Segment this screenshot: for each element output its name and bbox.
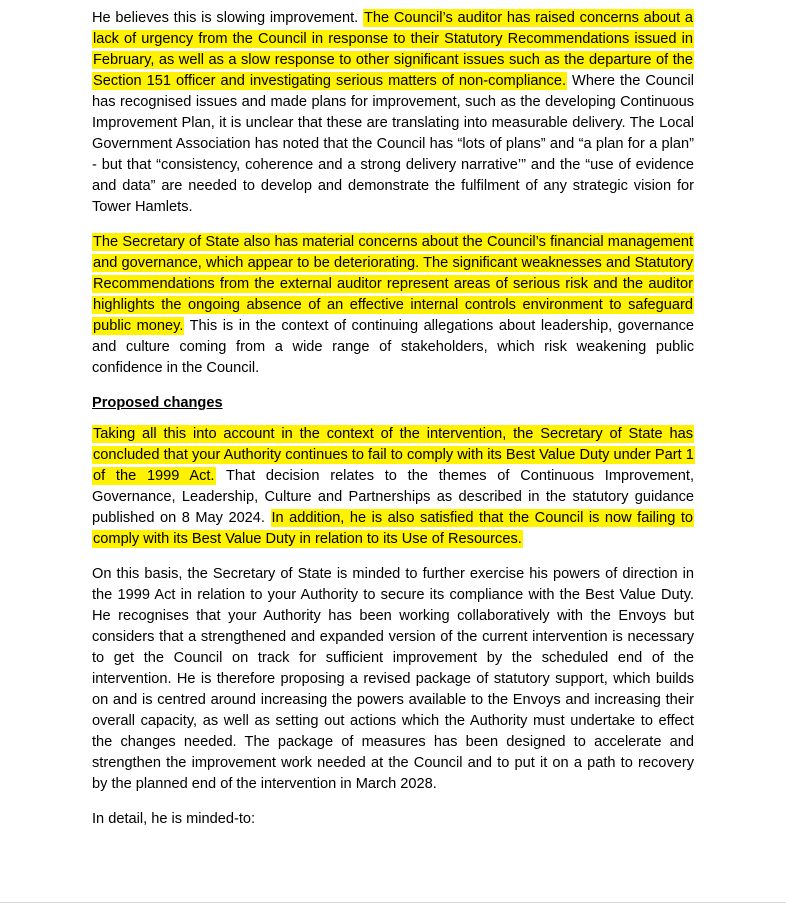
- paragraph-conclusion: [92, 424, 694, 550]
- section-heading: Proposed changes: [92, 395, 223, 411]
- highlighted-text: The Secretary of State also has material concerns about the Council’s financial management and governance, which appear to be deteriorating. The significant weaknesses and Statutory Recommendations from the external auditor represent areas of serious risk and the auditor highlights the ongoing absence of an effective internal controls environment to safeguard public money.: [93, 234, 693, 334]
- paragraph-text: This is in the context of continuing allegations about leadership, governance and culture coming from a wide range of stakeholders, which risk weakening public confidence in the Council.: [92, 318, 694, 376]
- page-bottom-divider: [0, 902, 786, 903]
- paragraph-proposal: On this basis, the Secretary of State is minded to further exercise his powers of direction in the 1999 Act in relation to your Authority to secure its compliance with the Best Value Duty. He recognises that your Authority has been working collaboratively with the Envoys but considers that a strengthened and expanded version of the current intervention is necessary to get the Council on track for sufficient improvement by the scheduled end of the intervention. He is therefore proposing a revised package of statutory support, which builds on and is centred around increasing the powers available to the Envoys and increasing their overall capacity, as well as setting out actions which the Authority must undertake to effect the changes needed. The package of measures has been designed to accelerate and strengthen the improvement work needed at the Council and to put it on a path to recovery by the planned end of the intervention in March 2028.: [92, 566, 694, 792]
- highlighted-text: Taking all this into account in the context of the intervention, the Secretary of State has concluded that your Authority continues to fail to comply with its Best Value Duty under Part 1 of the 1999 Act.: [93, 426, 694, 484]
- highlighted-text: The Council’s auditor has raised concerns about a lack of urgency from the Council in response to their Statutory Recommendations issued in February, as well as a slow response to other significant issues such as the departure of the Section 151 officer and investigating serious matters of non-compliance.: [93, 10, 693, 89]
- paragraph-text: Where the Council has recognised issues and made plans for improvement, such as the developing Continuous Improvement Plan, it is unclear that these are translating into measurable delivery. The Local Government Association has noted that the Council has “lots of plans” and “a plan for a plan” - but that “consistency, coherence and a strong delivery narrative’” and the “use of evidence and data” are needed to develop and demonstrate the fulfilment of any strategic vision for Tower Hamlets.: [92, 73, 695, 215]
- paragraph-financial-concerns: [92, 232, 694, 379]
- highlighted-text: In addition, he is also satisfied that the Council is now failing to comply with its Best Value Duty in relation to its Use of Resources.: [93, 510, 693, 547]
- paragraph-text: He believes this is slowing improvement.: [92, 10, 363, 26]
- paragraph-in-detail: In detail, he is minded-to:: [92, 811, 256, 827]
- paragraph-text: That decision relates to the themes of Continuous Improvement, Governance, Leadership, Culture and Partnerships as described in the statutory guidance published on 8 May 2024.: [92, 468, 694, 526]
- paragraph-auditor-concerns: [92, 8, 694, 218]
